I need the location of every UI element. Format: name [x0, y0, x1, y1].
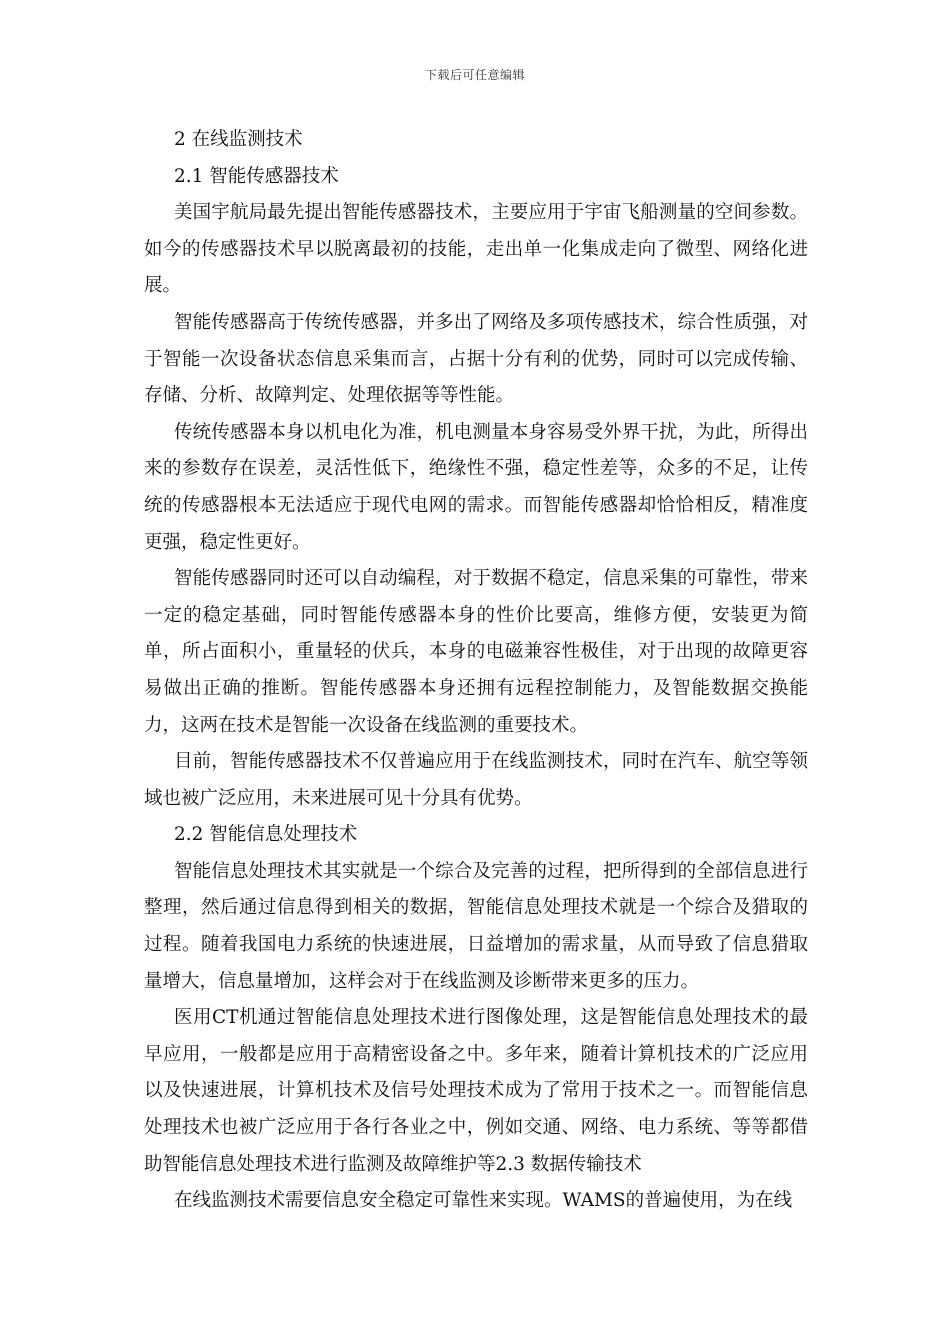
document-body — [144, 122, 808, 1220]
paragraph-2: 智能传感器高于传统传感器，并多出了网络及多项传感技术，综合性质强，对于智能一次设备状态信息采集而言，占据十分有利的优势，同时可以完成传输、存储、分析、故障判定、处理依据等等性能。 — [144, 311, 808, 407]
paragraph-8: 在线监测技术需要信息安全稳定可靠性来实现。WAMS的普遍使用，为在线 — [174, 1190, 793, 1212]
section-heading-2-2: 2.2 智能信息处理技术 — [174, 824, 358, 846]
page-header: 下载后可任意编辑 — [424, 68, 525, 82]
paragraph-1: 美国宇航局最先提出智能传感器技术，主要应用于宇宙飞船测量的空间参数。如今的传感器技术早以脱离最初的技能，走出单一化集成走向了微型、网络化进展。 — [144, 202, 808, 297]
paragraph-7: 医用CT机通过智能信息处理技术进行图像处理，这是智能信息处理技术的最早应用，一般都是应用于高精密设备之中。多年来，随着计算机技术的广泛应用以及快速进展，计算机技术及信号处理技术成为了常用于技术之一。而智能信息处理技术也被广泛应用于各行各业之中，例如交通、网络、电力系统、等等都借助智能信息处理技术进行监测及故障维护等2.3 数据传输技术 — [144, 1007, 808, 1175]
section-heading-2: 2 在线监测技术 — [174, 129, 303, 150]
paragraph-6: 智能信息处理技术其实就是一个综合及完善的过程，把所得到的全部信息进行整理，然后通过信息得到相关的数据，智能信息处理技术就是一个综合及猎取的过程。随着我国电力系统的快速进展，日益增加的需求量，从而导致了信息猎取量增大，信息量增加，这样会对于在线监测及诊断带来更多的压力。 — [144, 860, 808, 992]
paragraph-5: 目前，智能传感器技术不仅普遍应用于在线监测技术，同时在汽车、航空等领域也被广泛应用，未来进展可见十分具有优势。 — [144, 751, 808, 809]
paragraph-4: 智能传感器同时还可以自动编程，对于数据不稳定，信息采集的可靠性，带来一定的稳定基础，同时智能传感器本身的性价比要高，维修方便，安装更为简单，所占面积小，重量轻的伏兵，本身的电磁兼容性极佳，对于出现的故障更容易做出正确的推断。智能传感器本身还拥有远程控制能力，及智能数据交换能力，这两在技术是智能一次设备在线监测的重要技术。 — [144, 568, 808, 736]
paragraph-3: 传统传感器本身以机电化为准，机电测量本身容易受外界干扰，为此，所得出来的参数存在误差，灵活性低下，绝缘性不强，稳定性差等，众多的不足，让传统的传感器根本无法适应于现代电网的需求。而智能传感器却恰恰相反，精准度更强，稳定性更好。 — [144, 421, 808, 553]
section-heading-2-1: 2.1 智能传感器技术 — [174, 165, 339, 187]
